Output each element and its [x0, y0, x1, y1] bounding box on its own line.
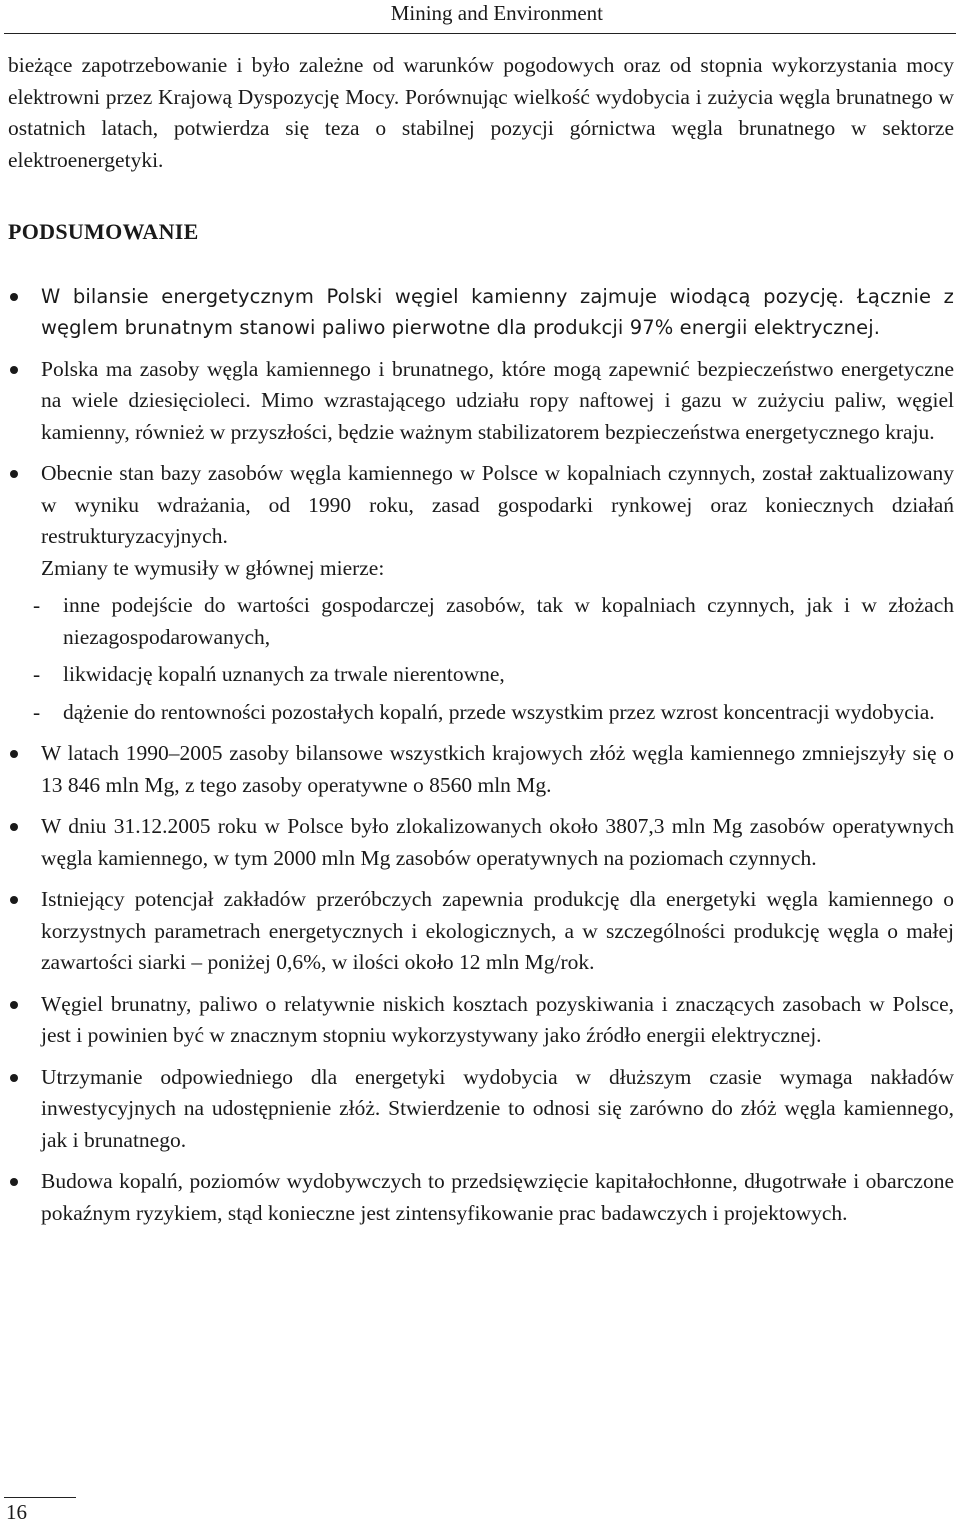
- running-title: Mining and Environment: [390, 1, 603, 25]
- summary-bullet-3: [8, 458, 954, 728]
- summary-bullet-5: W dniu 31.12.2005 roku w Polsce było zlokalizowanych około 3807,3 mln Mg zasobów operatywnych węgla kamiennego, w tym 2000 mln Mg zasobów operatywnych na poziomach czynnych.: [8, 811, 954, 874]
- summary-bullet-4: W latach 1990–2005 zasoby bilansowe wszystkich krajowych złóż węgla kamiennego zmniejszyły się o 13 846 mln Mg, z tego zasoby operatywne o 8560 mln Mg.: [8, 738, 954, 801]
- changes-dash-list: [33, 590, 954, 728]
- page-body: [8, 50, 954, 1239]
- footer-rule: [4, 1497, 76, 1498]
- summary-bullet-2: Polska ma zasoby węgla kamiennego i brunatnego, które mogą zapewnić bezpieczeństwo energetyczne na wiele dziesięcioleci. Mimo wzrastającego udziału ropy naftowej i gazu w zużyciu paliw, węgiel kamienny, również w przyszłości, będzie ważnym stabilizatorem bezpieczeństwa energetycznego kraju.: [8, 354, 954, 449]
- summary-bullet-3-text: Obecnie stan bazy zasobów węgla kamiennego w Polsce w kopalniach czynnych, został zaktualizowany w wyniku wdrażania, od 1990 roku, zasad gospodarki rynkowej oraz koniecznych działań restrukturyzacyjnych.: [41, 461, 954, 548]
- header-rule: [4, 33, 956, 34]
- section-heading: PODSUMOWANIE: [8, 219, 199, 244]
- summary-list: [8, 281, 954, 1230]
- summary-bullet-3-lead-in: Zmiany te wymusiły w głównej mierze:: [41, 555, 385, 580]
- page-number: 16: [6, 1500, 27, 1524]
- summary-bullet-7: Węgiel brunatny, paliwo o relatywnie niskich kosztach pozyskiwania i znaczących zasobach w Polsce, jest i powinien być w znacznym stopniu wykorzystywany jako źródło energii elektrycznej.: [8, 989, 954, 1052]
- dash-item-1: - inne podejście do wartości gospodarczej zasobów, tak w kopalniach czynnych, jak i w złożach niezagospodarowanych,: [33, 590, 954, 653]
- intro-paragraph: bieżące zapotrzebowanie i było zależne od warunków pogodowych oraz od stopnia wykorzystania mocy elektrowni przez Krajową Dyspozycję Mocy. Porównując wielkość wydobycia i zużycia węgla brunatnego w ostatnich latach, potwierdza się teza o stabilnej pozycji górnictwa węgla brunatnego w sektorze elektroenergetyki.: [8, 53, 954, 172]
- summary-bullet-1: W bilansie energetycznym Polski węgiel kamienny zajmuje wiodącą pozycję. Łącznie z węglem brunatnym stanowi paliwo pierwotne dla produkcji 97% energii elektrycznej.: [8, 281, 954, 344]
- summary-bullet-6: Istniejący potencjał zakładów przeróbczych zapewnia produkcję dla energetyki węgla kamiennego o korzystnych parametrach energetycznych i ekologicznych, a w szczególności produkcję węgla o małej zawartości siarki – poniżej 0,6%, w ilości około 12 mln Mg/rok.: [8, 884, 954, 979]
- dash-item-2: - likwidację kopalń uznanych za trwale nierentowne,: [33, 659, 954, 691]
- summary-bullet-9: Budowa kopalń, poziomów wydobywczych to przedsięwzięcie kapitałochłonne, długotrwałe i obarczone pokaźnym ryzykiem, stąd konieczne jest zintensyfikowanie prac badawczych i projektowych.: [8, 1166, 954, 1229]
- dash-item-3: - dążenie do rentowności pozostałych kopalń, przede wszystkim przez wzrost koncentracji wydobycia.: [33, 697, 954, 729]
- summary-bullet-8: Utrzymanie odpowiedniego dla energetyki wydobycia w dłuższym czasie wymaga nakładów inwestycyjnych na udostępnienie złóż. Stwierdzenie to odnosi się zarówno do złóż węgla kamiennego, jak i brunatnego.: [8, 1062, 954, 1157]
